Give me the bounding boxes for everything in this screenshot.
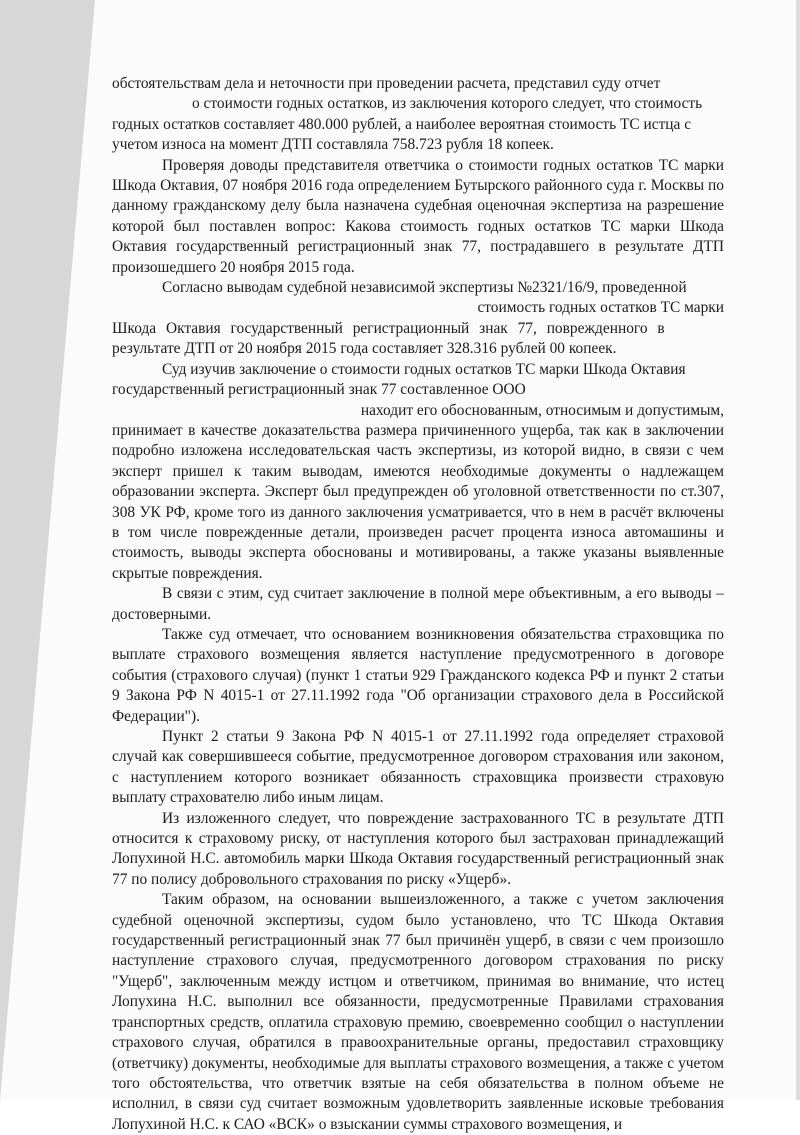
paragraph-6: Пункт 2 статьи 9 Закона РФ N 4015-1 от 27.11.1992 года определяет страховой случай как совершившееся событие, предусмотренное договором страхования или законом, с наступлением которого возникает обязанность страховщика произвести страховую выплату страхователю либо иным лицам. bbox=[112, 728, 724, 807]
text-line: о стоимости годных остатков, из заключения которого следует, что стоимость bbox=[192, 95, 703, 113]
paragraph-8: Таким образом, на основании вышеизложенного, а также с учетом заключения судебной оценочной экспертизы, судом было установлено, что ТС Шкода Октавия государственный регистрационный знак 77 был причинён ущерб, в связи с чем произошло наступление страхового случая, предусмотренного договором страхования по риску "Ущерб", заключенным между истцом и ответчиком, принимая во внимание, что истец Лопухина Н.С. выполнил все обязанности, предусмотренные Правилами страхования транспортных средств, оплатила страховую премию, своевременно сообщил о наступлении страхового случая, обратился в правоохранительные органы, предоставил страховщику (ответчику) документы, необходимые для выплаты страхового возмещения, а также с учетом того обстоятельства, что ответчик взятые на себя обязательства в полном объеме не исполнил, в связи суд считает возможным удовлетворить заявленные исковые требования Лопухиной Н.С. к САО «ВСК» о взыскании суммы страхового возмещения, и bbox=[112, 891, 724, 1133]
paragraph-5: Также суд отмечает, что основанием возникновения обязательства страховщика по выплате страхового возмещения является наступление предусмотренного в договоре события (страхового случая) (пункт 1 статьи 929 Гражданского кодекса РФ и пункт 2 статьи 9 Закона РФ N 4015-1 от 27.11.1992 года "Об организации страхового дела в Российской Федерации"). bbox=[112, 625, 724, 725]
page-edge bbox=[796, 0, 800, 1100]
document-body bbox=[112, 74, 724, 1135]
paragraph-2 bbox=[112, 278, 724, 360]
text-line: Суд изучив заключение о стоимости годных остатков ТС марки Шкода Октавия bbox=[162, 360, 686, 378]
text-line: годных остатков составляет 480.000 рублей, а наиболее вероятная стоимость ТС истца с bbox=[112, 115, 692, 133]
paragraph-7: Из изложенного следует, что повреждение застрахованного ТС в результате ДТП относится к страховому риску, от наступления которого был застрахован принадлежащий Лопухиной Н.С. автомобиль марки Шкода Октавия государственный регистрационный знак 77 по полису добровольного страхования по риску «Ущерб». bbox=[112, 809, 724, 888]
paragraph-3 bbox=[112, 360, 724, 584]
text-line: учетом износа на момент ДТП составляла 758.723 рубля 18 копеек. bbox=[112, 136, 554, 154]
text-line: находит его обоснованным, относимым и допустимым, bbox=[360, 401, 724, 419]
text-line: Согласно выводам судебной независимой экспертизы №2321/16/9, проведенной bbox=[162, 279, 687, 297]
paragraph-0 bbox=[112, 74, 724, 156]
scan-shadow bbox=[0, 0, 95, 1100]
text-line: обстоятельствам дела и неточности при проведении расчета, представил суду отчет bbox=[112, 75, 661, 92]
text-block: принимает в качестве доказательства размера причиненного ущерба, так как в заключении подробно изложена исследовательская часть экспертизы, из которой видно, в связи с чем эксперт пришел к таким выводам, имеются необходимые документы о надлежащем образовании эксперта. Эксперт был предупрежден об уголовной ответственности по ст.307, 308 УК РФ, кроме того из данного заключения усматривается, что в нем в расчёт включены в том числе поврежденные детали, произведен расчет процента износа автомашины и стоимость, выводы эксперта обоснованы и мотивированы, а также указаны выявленные скрытые повреждения. bbox=[112, 421, 724, 582]
text-line: Шкода Октавия государственный регистрационный знак 77, поврежденного в bbox=[112, 319, 665, 337]
text-line: государственный регистрационный знак 77 составленное ООО bbox=[112, 381, 526, 399]
paragraph-4: В связи с этим, суд считает заключение в полной мере объективным, а его выводы – достоверными. bbox=[112, 585, 724, 623]
text-line: результате ДТП от 20 ноября 2015 года составляет 328.316 рублей 00 копеек. bbox=[112, 340, 617, 358]
paragraph-1: Проверяя доводы представителя ответчика о стоимости годных остатков ТС марки Шкода Октавия, 07 ноября 2016 года определением Бутырского районного суда г. Москвы по данному гражданскому делу была назначена судебная оценочная экспертиза на разрешение которой был поставлен вопрос: Какова стоимость годных остатков ТС марки Шкода Октавия государственный регистрационный знак 77, пострадавшего в результате ДТП произошедшего 20 ноября 2015 года. bbox=[112, 156, 724, 276]
text-line: стоимость годных остатков ТС марки bbox=[477, 299, 724, 317]
